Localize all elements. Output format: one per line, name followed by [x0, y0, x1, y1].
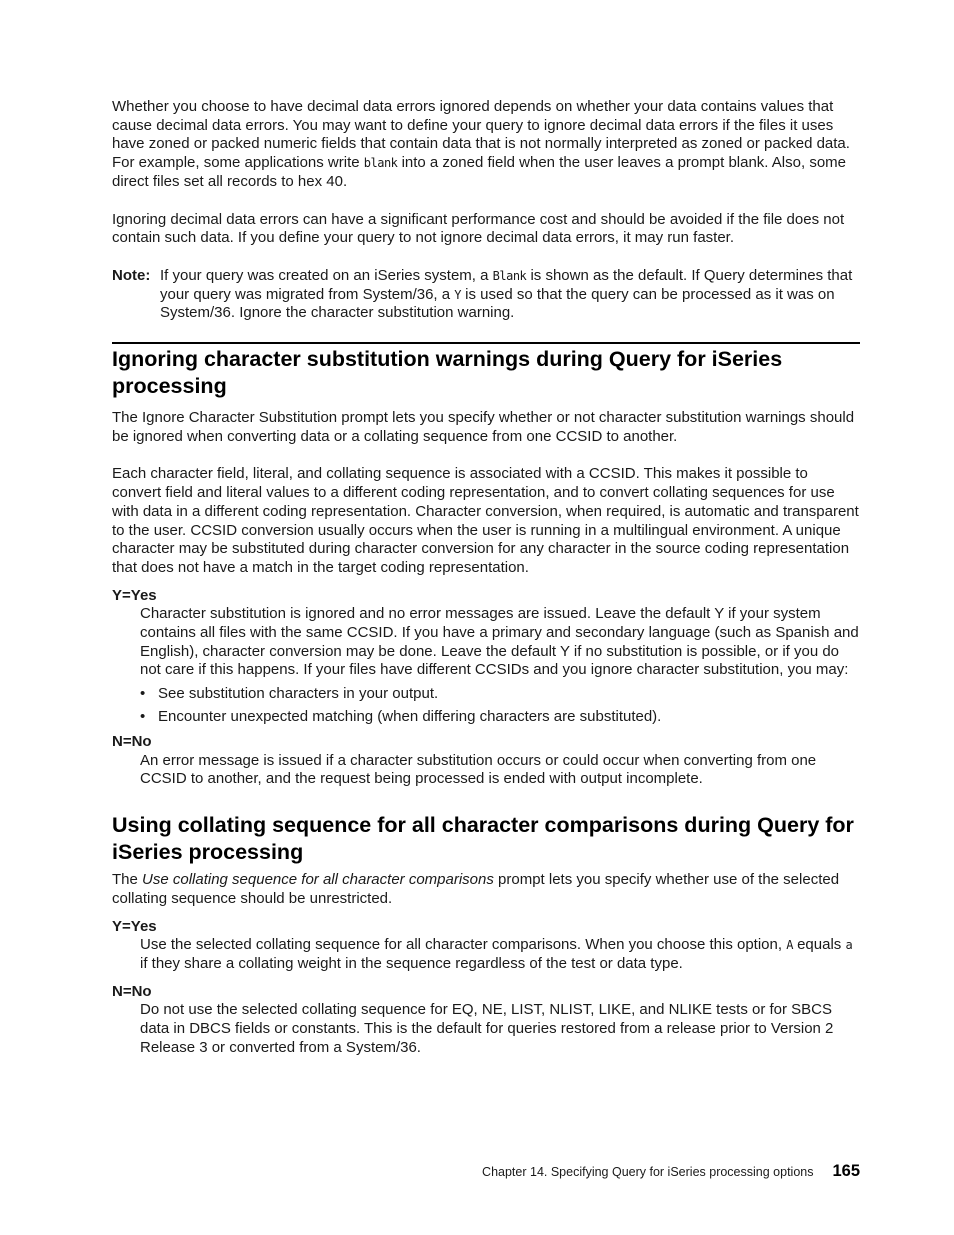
- note-body: [160, 267, 860, 323]
- code-a-lower: a: [845, 938, 853, 953]
- list-item-text: Encounter unexpected matching (when differing characters are substituted).: [158, 708, 662, 726]
- code-a-upper: A: [786, 938, 793, 953]
- definition-no: An error message is issued if a character substitution occurs or could occur when converting from one CCSID to another, and the request being processed is ended with output incomplete.: [140, 751, 817, 788]
- bullet-icon: •: [140, 708, 146, 726]
- term-no: N=No: [112, 982, 152, 1000]
- term-yes: Y=Yes: [112, 586, 157, 604]
- term-yes: Y=Yes: [112, 917, 157, 935]
- text-run: into a zoned field when the user leaves a prompt blank. Also, some direct files set all records to hex 40.: [112, 154, 846, 190]
- section2-paragraph-1: [112, 871, 860, 908]
- text-run: is used so that the query can be processed as it was on System/36. Ignore the character substitution warning.: [160, 285, 835, 322]
- code-blank-default: Blank: [492, 268, 527, 283]
- text-run: is shown as the default. If Query determines that your query was migrated from System/36, a: [160, 266, 853, 303]
- section1-paragraph-2: Each character field, literal, and collating sequence is associated with a CCSID. This makes it possible to convert field and literal values to a different coding representation, and to convert collating sequences for use with data in a different coding representation. Character conversion, when required, is automatic and transparent to the user. CCSID conversion usually occurs when the user is running in a multilingual environment. A unique character may be substituted during character conversion for any character in the source coding representation that does not have a match in the target coding representation.: [112, 465, 859, 576]
- text-run: The: [112, 871, 143, 889]
- text-run: If your query was created on an iSeries system, a: [160, 266, 493, 284]
- bullet-icon: •: [140, 685, 146, 703]
- code-y: Y: [454, 287, 462, 302]
- definition-yes: Character substitution is ignored and no error messages are issued. Leave the default Y if your system contains all files with the same CCSID. If you have a primary and secondary language (such as Spanish and English), character conversion may be done. Leave the default Y if no substitution is possible, or if you do not care if this happens. If your files have different CCSIDs and you ignore character substitution, you may:: [140, 605, 859, 679]
- page-footer: [470, 1162, 860, 1181]
- section-heading-collating-sequence: Using collating sequence for all character comparisons during Query for iSeries processing: [112, 813, 854, 865]
- note-label: Note:: [112, 266, 151, 284]
- page-number: 165: [832, 1162, 860, 1180]
- footer-chapter-title: Chapter 14. Specifying Query for iSeries processing options: [482, 1165, 814, 1179]
- list-item: [140, 685, 860, 704]
- note-block: [112, 267, 860, 323]
- text-run: equals: [792, 936, 846, 954]
- section1-paragraph-1: The Ignore Character Substitution prompt lets you specify whether or not character substitution warnings should be ignored when converting data or a collating sequence from one CCSID to another.: [112, 409, 855, 445]
- list-item: [140, 708, 860, 727]
- bullet-list: [140, 685, 860, 727]
- section-divider: [112, 342, 860, 344]
- page-content: [112, 98, 860, 1058]
- text-run: if they share a collating weight in the sequence regardless of the test or data type.: [140, 955, 683, 972]
- text-run: Whether you choose to have decimal data errors ignored depends on whether your data contains values that cause decimal data errors. You may want to define your query to ignore decimal data errors if the files it uses have zoned or packed numeric fields that contain data that is not normally interpreted as zoned or packed data. For example, some applications write: [112, 98, 850, 172]
- code-blank: blank: [363, 156, 398, 171]
- definition-no: Do not use the selected collating sequence for EQ, NE, LIST, NLIST, LIKE, and NLIKE tests or for SBCS data in DBCS fields or constants. This is the default for queries restored from a release prior to Version 2 Release 3 or converted from a System/36.: [140, 1001, 834, 1056]
- text-run: Use the selected collating sequence for all character comparisons. When you choose this option,: [140, 936, 787, 954]
- intro-paragraph-1: [112, 98, 860, 192]
- term-no: N=No: [112, 733, 152, 751]
- definition-yes: [140, 936, 860, 973]
- list-item-text: See substitution characters in your output.: [158, 685, 439, 703]
- text-run: prompt lets you specify whether use of the selected collating sequence should be unrestricted.: [112, 871, 840, 907]
- intro-paragraph-2: Ignoring decimal data errors can have a significant performance cost and should be avoided if the file does not contain such data. If you define your query to not ignore decimal data errors, it may run faster.: [112, 210, 845, 247]
- prompt-name: Use collating sequence for all character comparisons: [142, 871, 494, 889]
- section-heading-character-substitution: Ignoring character substitution warnings during Query for iSeries processing: [112, 347, 783, 399]
